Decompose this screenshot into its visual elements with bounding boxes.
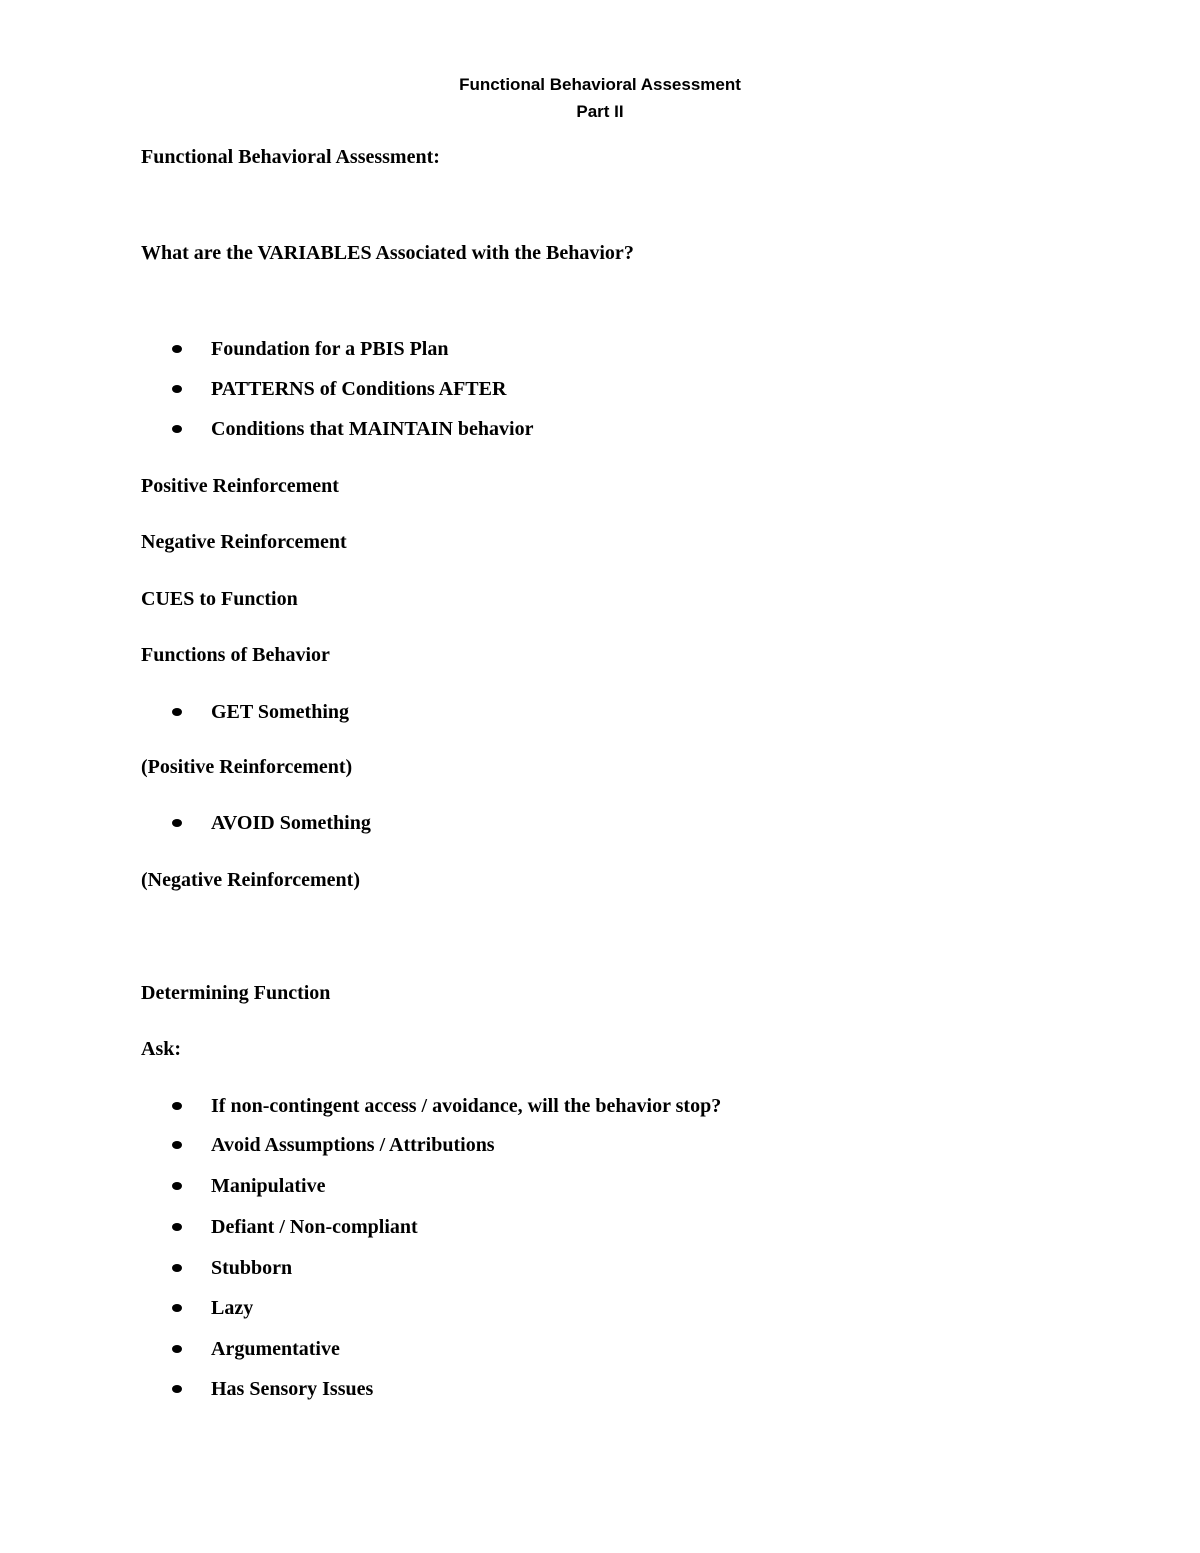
bullet-icon	[172, 1264, 182, 1272]
document-subtitle: Part II	[576, 102, 624, 121]
bullet-icon	[172, 1304, 182, 1312]
functions-heading: Functions of Behavior	[141, 644, 330, 666]
ask-label: Ask:	[141, 1038, 182, 1060]
list-item-text: If non-contingent access / avoidance, will the behavior stop?	[211, 1095, 722, 1117]
list-item-text: Conditions that MAINTAIN behavior	[211, 418, 534, 440]
bullet-icon	[172, 1102, 182, 1110]
bullet-icon	[172, 425, 182, 433]
list-item-text: Manipulative	[211, 1175, 326, 1197]
bullet-icon	[172, 819, 182, 827]
list-item-text: AVOID Something	[211, 812, 371, 834]
cues-heading: CUES to Function	[141, 588, 298, 610]
bullet-icon	[172, 708, 182, 716]
document-title: Functional Behavioral Assessment	[459, 75, 741, 94]
list-item-text: Argumentative	[211, 1338, 340, 1360]
bullet-icon	[172, 1385, 182, 1393]
bullet-icon	[172, 1141, 182, 1149]
bullet-icon	[172, 345, 182, 353]
negative-note: (Negative Reinforcement)	[141, 869, 360, 891]
positive-reinforcement-heading: Positive Reinforcement	[141, 475, 339, 497]
bullet-icon	[172, 1182, 182, 1190]
list-item-text: Defiant / Non-compliant	[211, 1216, 418, 1238]
bullet-icon	[172, 1223, 182, 1231]
positive-note: (Positive Reinforcement)	[141, 756, 353, 778]
determining-function-heading: Determining Function	[141, 982, 331, 1004]
list-item-text: Foundation for a PBIS Plan	[211, 338, 449, 360]
list-item-text: Has Sensory Issues	[211, 1378, 374, 1400]
list-item-text: PATTERNS of Conditions AFTER	[211, 378, 507, 400]
negative-reinforcement-heading: Negative Reinforcement	[141, 531, 347, 553]
list-item-text: Lazy	[211, 1297, 254, 1319]
fba-heading: Functional Behavioral Assessment:	[141, 146, 440, 168]
list-item-text: GET Something	[211, 701, 349, 723]
list-item-text: Avoid Assumptions / Attributions	[211, 1134, 495, 1156]
list-item-text: Stubborn	[211, 1257, 293, 1279]
bullet-icon	[172, 1345, 182, 1353]
bullet-icon	[172, 385, 182, 393]
variables-question: What are the VARIABLES Associated with the Behavior?	[141, 242, 634, 264]
